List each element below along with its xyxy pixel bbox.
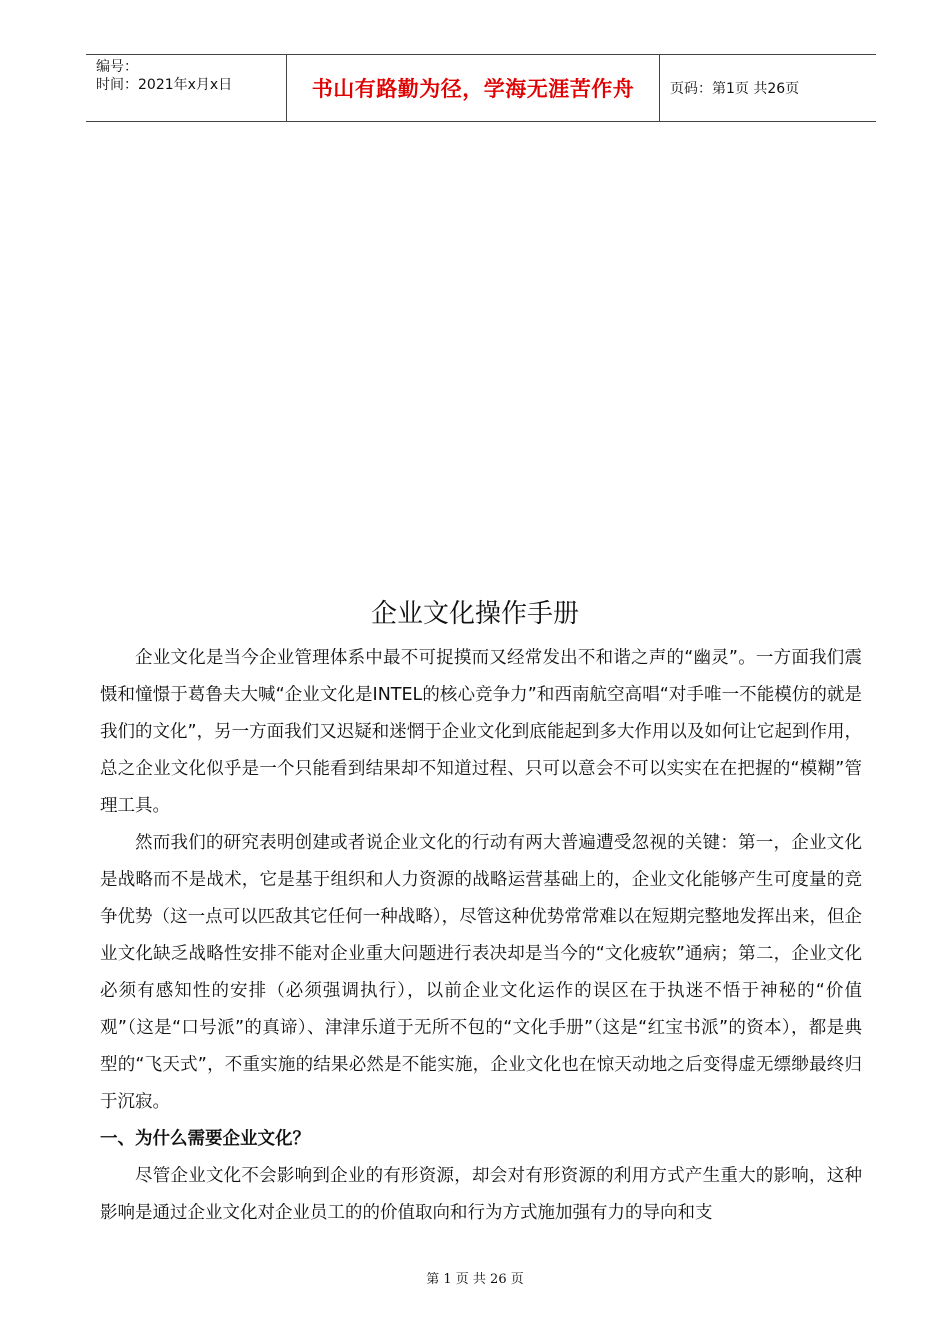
header-motto: 书山有路勤为径，学海无涯苦作舟 (311, 76, 635, 101)
document-number-label: 编号： (96, 59, 138, 75)
header-page-info: 页码：第1页 共26页 (670, 81, 800, 97)
body-paragraph: 尽管企业文化不会影响到企业的有形资源，却会对有形资源的利用方式产生重大的影响，这种影响是通过企业文化对企业员工的的价值取向和行为方式施加强有力的导向和支 (100, 1166, 862, 1223)
header-page-cell (660, 55, 876, 121)
body-paragraph: 企业文化是当今企业管理体系中最不可捉摸而又经常发出不和谐之声的“幽灵”。一方面我们震慑和憧憬于葛鲁夫大喊“企业文化是INTEL的核心竞争力”和西南航空高唱“对手唯一不能模仿的就是我们的文化”，另一方面我们又迟疑和迷惘于企业文化到底能起到多大作用以及如何让它起到作用，总之企业文化似乎是一个只能看到结果却不知道过程、只可以意会不可以实实在在把握的“模糊”管理工具。 (100, 648, 862, 816)
section-heading: 一、为什么需要企业文化？ (100, 1129, 310, 1149)
body-paragraph: 然而我们的研究表明创建或者说企业文化的行动有两大普遍遭受忽视的关键：第一，企业文化是战略而不是战术，它是基于组织和人力资源的战略运营基础上的，企业文化能够产生可度量的竞争优势（这一点可以匹敌其它任何一种战略），尽管这种优势常常难以在短期完整地发挥出来，但企业文化缺乏战略性安排不能对企业重大问题进行表决却是当今的“文化疲软”通病；第二，企业文化必须有感知性的安排（必须强调执行），以前企业文化运作的误区在于执迷不悟于神秘的“价值观”（这是“口号派”的真谛）、津津乐道于无所不包的“文化手册”（这是“红宝书派”的资本），都是典型的“飞天式”，不重实施的结果必然是不能实施，企业文化也在惊天动地之后变得虚无缥缈最终归于沉寂。 (100, 833, 862, 1112)
document-title: 企业文化操作手册 (370, 599, 579, 629)
header-meta-cell (86, 55, 287, 121)
page-footer: 第 1 页 共 26 页 (426, 1272, 524, 1287)
header-motto-cell (287, 55, 660, 121)
page-header (86, 54, 876, 122)
document-time-label: 时间：2021年x月x日 (96, 77, 233, 93)
document-body (100, 640, 862, 1232)
